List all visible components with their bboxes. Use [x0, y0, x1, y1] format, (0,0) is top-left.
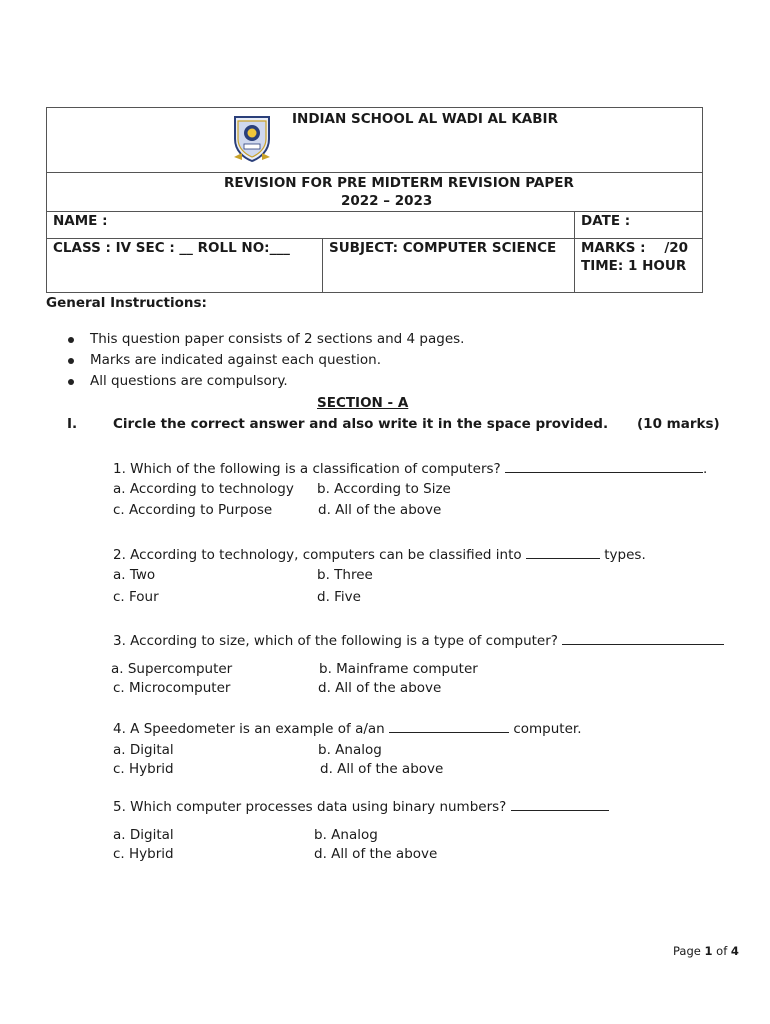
answer-blank[interactable] [526, 546, 600, 559]
page-word: Page [673, 944, 705, 958]
name-field-label: NAME : [53, 213, 108, 229]
page-number [673, 944, 739, 958]
header-divider [47, 172, 702, 173]
header-divider [47, 238, 702, 239]
date-field-label: DATE : [581, 213, 631, 229]
question-text: 1. Which of the following is a classification of computers? [113, 461, 501, 477]
answer-blank[interactable] [511, 798, 609, 811]
header-divider [322, 238, 323, 293]
question-text: 4. A Speedometer is an example of a/an [113, 721, 385, 737]
academic-year: 2022 – 2023 [341, 193, 433, 209]
section-marks: (10 marks) [637, 416, 720, 432]
option-d: d. All of the above [318, 502, 442, 518]
paper-title: REVISION FOR PRE MIDTERM REVISION PAPER [224, 175, 574, 191]
header-divider [574, 211, 575, 293]
instruction-item: All questions are compulsory. [90, 373, 288, 389]
bullet-icon [68, 379, 74, 385]
page-total: 4 [730, 944, 739, 958]
option-a: a. Digital [113, 827, 174, 843]
option-a: a. Digital [113, 742, 174, 758]
question-trail: types. [604, 547, 646, 563]
class-field-label: CLASS : IV SEC : __ ROLL NO:___ [53, 240, 290, 256]
section-title: SECTION - A [317, 395, 409, 411]
option-b: b. According to Size [317, 481, 451, 497]
option-b: b. Analog [314, 827, 378, 843]
option-b: b. Three [317, 567, 373, 583]
option-c: c. Four [113, 589, 159, 605]
answer-blank[interactable] [562, 632, 724, 645]
option-a: a. According to technology [113, 481, 294, 497]
option-a: a. Two [113, 567, 156, 583]
option-b: b. Analog [318, 742, 382, 758]
section-numeral: I. [67, 416, 78, 432]
question-5 [113, 798, 609, 815]
answer-blank[interactable] [505, 460, 703, 473]
marks-label: MARKS : /20 [581, 240, 689, 256]
school-logo [232, 113, 272, 163]
question-trail: . [703, 461, 708, 477]
question-1 [113, 460, 707, 477]
instruction-item: This question paper consists of 2 sections and 4 pages. [90, 331, 465, 347]
question-4 [113, 720, 582, 737]
header-divider [47, 211, 702, 212]
option-c: c. Hybrid [113, 846, 174, 862]
section-instruction: Circle the correct answer and also write it in the space provided. [113, 416, 609, 432]
bullet-icon [68, 358, 74, 364]
option-c: c. Microcomputer [113, 680, 231, 696]
subject-label: SUBJECT: COMPUTER SCIENCE [329, 240, 557, 256]
instruction-item: Marks are indicated against each question. [90, 352, 382, 368]
question-3 [113, 632, 724, 649]
page-current: 1 [704, 944, 713, 958]
option-d: d. All of the above [320, 761, 444, 777]
option-a: a. Supercomputer [111, 661, 233, 677]
question-text: 5. Which computer processes data using binary numbers? [113, 799, 507, 815]
time-label: TIME: 1 HOUR [581, 258, 687, 274]
instructions-heading: General Instructions: [46, 295, 207, 311]
option-d: d. All of the above [314, 846, 438, 862]
question-text: 3. According to size, which of the following is a type of computer? [113, 633, 558, 649]
option-d: d. All of the above [318, 680, 442, 696]
question-trail: computer. [513, 721, 582, 737]
option-c: c. According to Purpose [113, 502, 273, 518]
question-text: 2. According to technology, computers can be classified into [113, 547, 522, 563]
option-b: b. Mainframe computer [319, 661, 478, 677]
bullet-icon [68, 337, 74, 343]
option-c: c. Hybrid [113, 761, 174, 777]
question-2 [113, 546, 646, 563]
answer-blank[interactable] [389, 720, 509, 733]
school-name: INDIAN SCHOOL AL WADI AL KABIR [292, 111, 558, 127]
of-word: of [712, 944, 731, 958]
option-d: d. Five [317, 589, 361, 605]
